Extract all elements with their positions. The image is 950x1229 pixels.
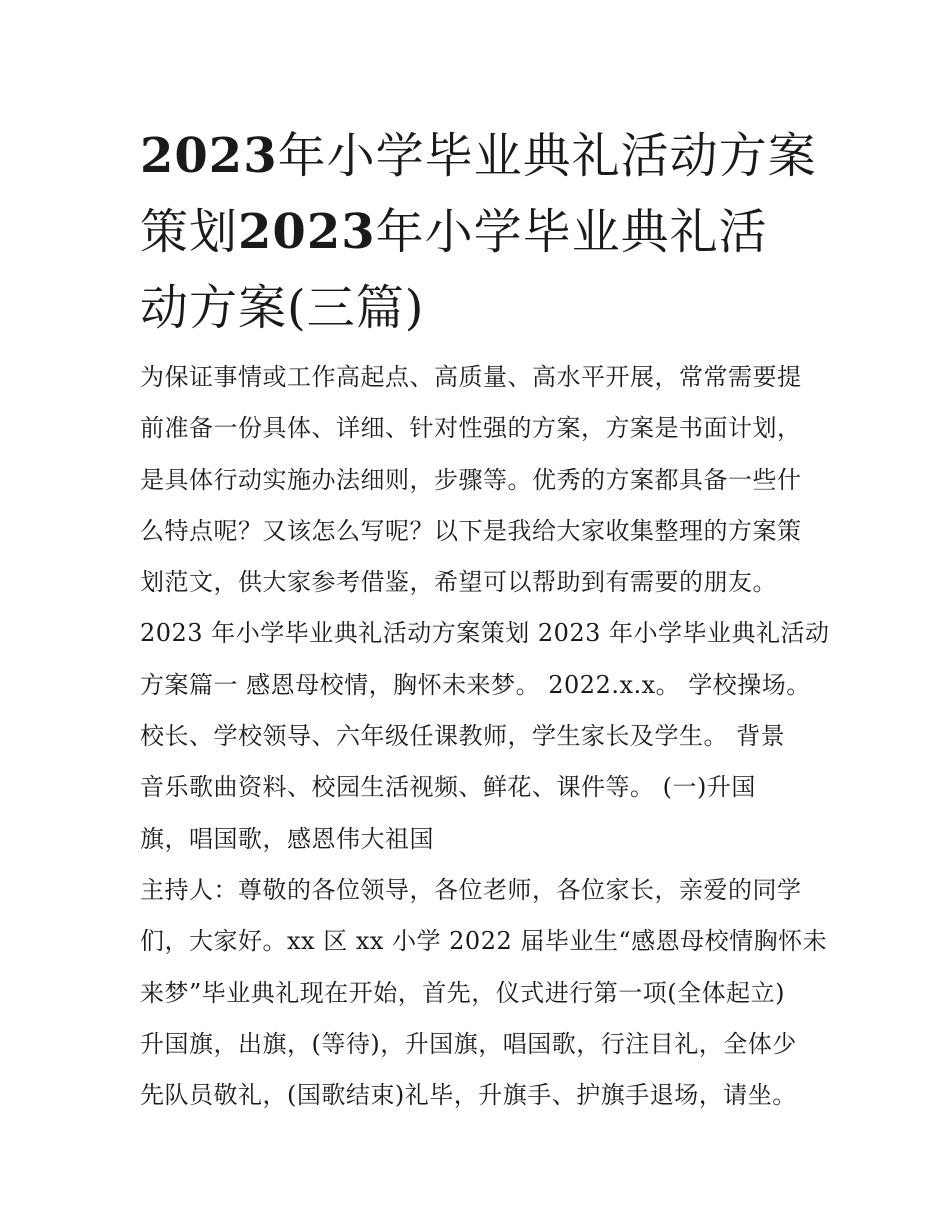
body-line: 么特点呢？又该怎么写呢？以下是我给大家收集整理的方案策 — [140, 516, 802, 545]
body-line: 旗，唱国歌，感恩伟大祖国 — [140, 824, 434, 853]
title-year: 2023 — [140, 128, 278, 184]
body-line: 主持人：尊敬的各位领导，各位老师，各位家长，亲爱的同学 — [140, 875, 802, 904]
body-line: 2023 年小学毕业典礼活动方案策划 2023 年小学毕业典礼活动 — [140, 619, 830, 648]
body-line: 为保证事情或工作高起点、高质量、高水平开展，常常需要提 — [140, 363, 802, 391]
body-line: 升国旗，出旗，(等待)，升国旗，唱国歌，行注目礼，全体少 — [140, 1029, 797, 1058]
document-body — [140, 352, 830, 1121]
title-text: 年小学毕业典礼活动方案 — [277, 128, 817, 184]
title-text: 年小学毕业典礼活 — [375, 204, 768, 260]
title-line-2 — [140, 194, 816, 270]
title-text: 策划 — [140, 204, 239, 260]
body-line: 是具体行动实施办法细则，步骤等。优秀的方案都具备一些什 — [140, 465, 802, 494]
title-line-3: 动方案(三篇) — [140, 280, 425, 336]
body-line: 先队员敬礼，(国歌结束)礼毕，升旗手、护旗手退场，请坐。 — [140, 1081, 797, 1110]
document-page — [140, 118, 830, 1121]
body-line: 前准备一份具体、详细、针对性强的方案，方案是书面计划， — [140, 414, 802, 443]
body-line: 来梦”毕业典礼现在开始，首先，仪式进行第一项(全体起立) — [140, 978, 785, 1007]
title-line-1 — [140, 118, 816, 194]
body-line: 校长、学校领导、六年级任课教师，学生家长及学生。 背景 — [140, 722, 786, 751]
document-title — [140, 118, 816, 346]
body-line: 划范文，供大家参考借鉴，希望可以帮助到有需要的朋友。 — [140, 568, 777, 597]
body-line: 方案篇一 感恩母校情，胸怀未来梦。 2022.x.x。 学校操场。 — [140, 670, 811, 699]
title-year: 2023 — [238, 204, 376, 260]
body-line: 音乐歌曲资料、校园生活视频、鲜花、课件等。 (一)升国 — [140, 773, 756, 802]
body-line: 们，大家好。xx 区 xx 小学 2022 届毕业生“感恩母校情胸怀未 — [140, 927, 828, 956]
